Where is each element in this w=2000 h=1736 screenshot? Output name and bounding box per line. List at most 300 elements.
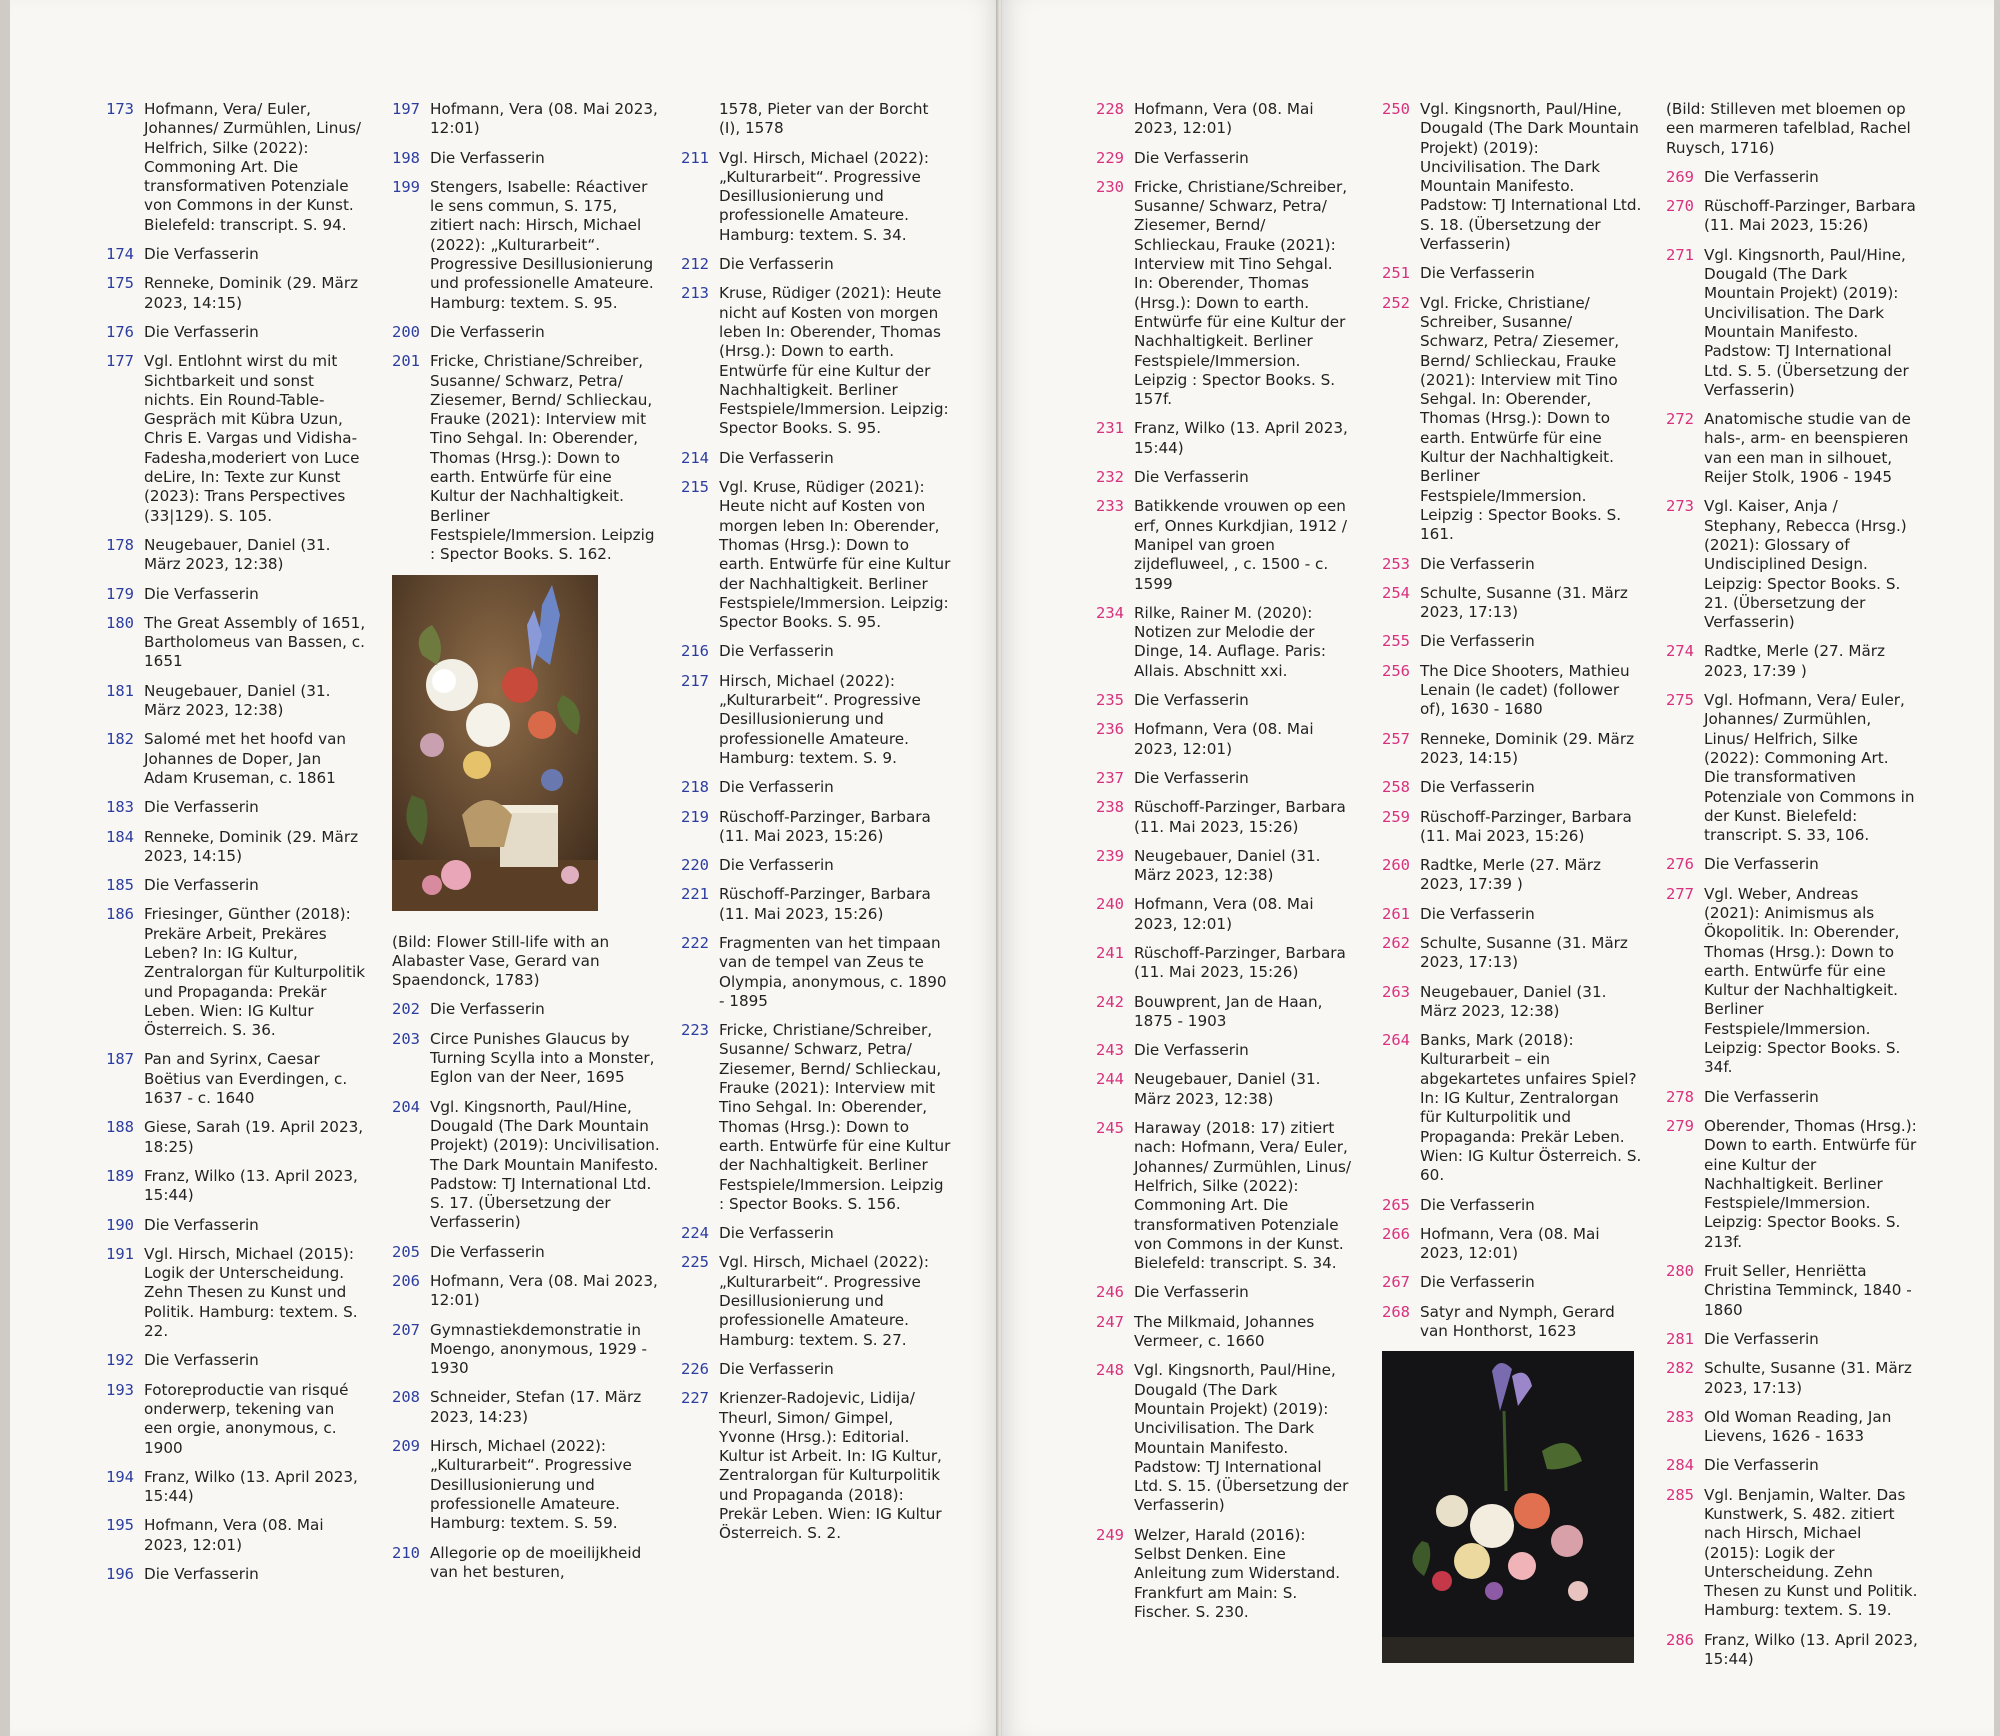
- endnote-item: [1096, 769, 1352, 788]
- endnote-text: Die Verfasserin: [144, 1215, 259, 1234]
- endnote-item: [106, 614, 366, 672]
- endnote-text: Vgl. Kruse, Rüdiger (2021): Heute nicht auf Kosten von morgen leben In: Oberender, Thomas (Hrsg.): Down to earth. Entwürfe für eine Kultur der Nachhaltigkeit. Berliner Festspiele/Immersion. Leipzig: Spector Books. S. 95.: [719, 478, 951, 632]
- endnote-number: 174: [106, 245, 134, 264]
- endnote-text: Neugebauer, Daniel (31. März 2023, 12:38): [1134, 1070, 1321, 1108]
- endnote-number: 272: [1666, 410, 1694, 429]
- endnote-number: 187: [106, 1050, 134, 1069]
- endnote-text: Die Verfasserin: [1134, 468, 1249, 487]
- endnote-text: Circe Punishes Glaucus by Turning Scylla into a Monster, Eglon van der Neer, 1695: [430, 1029, 655, 1087]
- endnote-text: Vgl. Hirsch, Michael (2022): „Kulturarbeit“. Progressive Desillusionierung und professionelle Amateure. Hamburg: textem. S. 27.: [719, 1253, 929, 1349]
- endnote-text: Rüschoff-Parzinger, Barbara (11. Mai 2023, 15:26): [1420, 807, 1632, 845]
- endnote-number: 243: [1096, 1041, 1124, 1060]
- endnote-number: 269: [1666, 167, 1694, 186]
- endnote-number: 266: [1382, 1224, 1410, 1243]
- endnote-item: [106, 1245, 366, 1341]
- endnote-item: [1666, 1117, 1918, 1252]
- endnote-number: 193: [106, 1380, 134, 1399]
- endnote-text: Die Verfasserin: [719, 1359, 834, 1378]
- endnote-text: Hirsch, Michael (2022): „Kulturarbeit“. Progressive Desillusionierung und professionelle Amateure. Hamburg: textem. S. 9.: [719, 671, 921, 767]
- endnote-text: Die Verfasserin: [144, 245, 259, 264]
- endnote-text: Die Verfasserin: [1704, 855, 1819, 874]
- endnote-text: Allegorie op de moeilijkheid van het besturen,: [430, 1543, 642, 1581]
- endnote-text: Renneke, Dominik (29. März 2023, 14:15): [1420, 729, 1635, 767]
- endnote-text: Fricke, Christiane/Schreiber, Susanne/ Schwarz, Petra/ Ziesemer, Bernd/ Schlieckau, Frauke (2021): Interview mit Tino Sehgal. In: Oberender, Thomas (Hrsg.): Down to earth. Entwürfe für eine Kultur der Nachhaltigkeit. Berliner Festspiele/Immersion. Leipzig : Spector Books. S. 157f.: [1134, 177, 1348, 409]
- endnote-number: 274: [1666, 642, 1694, 661]
- endnote-item: [1666, 1330, 1918, 1349]
- endnote-number: 265: [1382, 1195, 1410, 1214]
- endnote-number: 186: [106, 905, 134, 924]
- endnote-text: Die Verfasserin: [430, 1242, 545, 1261]
- endnote-item: [1382, 294, 1642, 545]
- endnote-number: 207: [392, 1320, 420, 1339]
- endnote-item: [392, 1388, 660, 1427]
- endnote-number: 236: [1096, 720, 1124, 739]
- endnote-item: [1382, 808, 1642, 847]
- endnote-item: [392, 1030, 660, 1088]
- endnote-number: 204: [392, 1097, 420, 1116]
- endnote-number: 198: [392, 148, 420, 167]
- endnote-item: [681, 1360, 951, 1379]
- endnote-number: 283: [1666, 1407, 1694, 1426]
- endnote-item: [681, 149, 951, 245]
- endnote-number: 230: [1096, 177, 1124, 196]
- endnote-item: [1382, 1196, 1642, 1215]
- endnote-item: [1666, 885, 1918, 1078]
- endnote-number: 182: [106, 730, 134, 749]
- endnote-number: 211: [681, 148, 709, 167]
- endnote-item: [1382, 100, 1642, 254]
- endnote-text: Die Verfasserin: [1134, 1283, 1249, 1302]
- endnote-number: 173: [106, 100, 134, 118]
- endnote-number: 271: [1666, 245, 1694, 264]
- endnote-item: [106, 352, 366, 526]
- endnote-text: Die Verfasserin: [144, 584, 259, 603]
- endnote-text: Hofmann, Vera (08. Mai 2023, 12:01): [430, 100, 658, 138]
- endnote-text: Fruit Seller, Henriëtta Christina Temminck, 1840 - 1860: [1704, 1262, 1912, 1319]
- endnote-number: 267: [1382, 1273, 1410, 1292]
- endnote-item: [392, 178, 660, 313]
- endnote-item: [681, 885, 951, 924]
- endnote-text: Hofmann, Vera (08. Mai 2023, 12:01): [430, 1271, 658, 1310]
- endnote-number: 284: [1666, 1456, 1694, 1475]
- left-page: [10, 0, 998, 1736]
- endnote-text: Die Verfasserin: [1704, 167, 1819, 186]
- endnote-number: 221: [681, 885, 709, 904]
- endnote-text: Hofmann, Vera (08. Mai 2023, 12:01): [1134, 720, 1314, 758]
- endnote-item: [392, 323, 660, 342]
- endnote-item: [1096, 100, 1352, 139]
- endnote-number: 260: [1382, 856, 1410, 875]
- endnote-text: Die Verfasserin: [144, 1565, 259, 1583]
- endnote-text: Die Verfasserin: [1134, 1041, 1249, 1060]
- endnote-text: Fricke, Christiane/Schreiber, Susanne/ Schwarz, Petra/ Ziesemer, Bernd/ Schlieckau, Frauke (2021): Interview mit Tino Sehgal. In: Oberender, Thomas (Hrsg.): Down to earth. Entwürfe für eine Kultur der Nachhaltigkeit. Berliner Festspiele/Immersion. Leipzig : Spector Books. S. 162.: [430, 352, 655, 564]
- endnote-text: Rüschoff-Parzinger, Barbara (11. Mai 2023, 15:26): [1134, 798, 1346, 836]
- endnote-item: [1382, 662, 1642, 720]
- endnote-number: 201: [392, 352, 420, 371]
- endnote-item: [1666, 168, 1918, 187]
- endnote-text: Die Verfasserin: [719, 448, 834, 467]
- endnote-number: 242: [1096, 992, 1124, 1011]
- endnote-item: [1382, 584, 1642, 623]
- endnote-number: 219: [681, 807, 709, 826]
- endnote-number: 286: [1666, 1630, 1694, 1649]
- endnote-number: 257: [1382, 729, 1410, 748]
- endnote-number: 264: [1382, 1031, 1410, 1050]
- endnote-item: [1382, 905, 1642, 924]
- endnote-text: Vgl. Hofmann, Vera/ Euler, Johannes/ Zurmühlen, Linus/ Helfrich, Silke (2022): Commoning Art. Die transformativen Potenziale von Commons in der Kunst. Bielefeld: transcript. S. 33, 106.: [1704, 691, 1915, 845]
- endnote-number: 203: [392, 1029, 420, 1048]
- flower-still-life-painting: [392, 575, 598, 911]
- endnote-number: 232: [1096, 468, 1124, 487]
- endnote-text: Die Verfasserin: [1420, 632, 1535, 651]
- endnote-text: Die Verfasserin: [1420, 1273, 1535, 1292]
- endnote-item: [1096, 993, 1352, 1032]
- endnote-item: [681, 672, 951, 768]
- endnote-text: Schulte, Susanne (31. März 2023, 17:13): [1704, 1359, 1912, 1397]
- endnote-item: [1666, 1456, 1918, 1475]
- endnote-item: [1096, 1526, 1352, 1622]
- endnote-number: 248: [1096, 1361, 1124, 1380]
- endnote-number: 228: [1096, 100, 1124, 118]
- endnote-text: Neugebauer, Daniel (31. März 2023, 12:38): [144, 681, 331, 720]
- endnote-item: [106, 1468, 366, 1507]
- endnote-text: Die Verfasserin: [1134, 148, 1249, 167]
- left-column-2: [392, 100, 660, 1592]
- endnote-item: [1382, 1303, 1642, 1342]
- endnote-text: Anatomische studie van de hals-, arm- en beenspieren van een man in silhouet, Reijer Stolk, 1906 - 1945: [1704, 410, 1911, 487]
- endnote-item: [1096, 847, 1352, 886]
- endnote-item: [106, 585, 366, 604]
- endnote-text: Die Verfasserin: [1134, 691, 1249, 710]
- endnote-number: 246: [1096, 1283, 1124, 1302]
- endnote-text: Vgl. Weber, Andreas (2021): Animismus als Ökopolitik. In: Oberender, Thomas (Hrsg.): Down to earth. Entwürfe für eine Kultur der Nachhaltigkeit. Berliner Festspiele/Immersion. Leipzig: Spector Books. S. 34f.: [1704, 884, 1901, 1077]
- endnote-number: 209: [392, 1437, 420, 1456]
- endnote-text: Hofmann, Vera (08. Mai 2023, 12:01): [1134, 100, 1314, 138]
- endnote-number: 191: [106, 1244, 134, 1263]
- endnote-text: Schneider, Stefan (17. März 2023, 14:23): [430, 1388, 642, 1426]
- endnote-text: Die Verfasserin: [144, 1351, 259, 1370]
- endnote-text: Die Verfasserin: [719, 856, 834, 875]
- endnote-number: 278: [1666, 1087, 1694, 1106]
- endnote-text: Bouwprent, Jan de Haan, 1875 - 1903: [1134, 992, 1323, 1030]
- endnote-text: Salomé met het hoofd van Johannes de Doper, Jan Adam Kruseman, c. 1861: [144, 730, 347, 787]
- endnote-item: [681, 808, 951, 847]
- endnote-text: Die Verfasserin: [1704, 1087, 1819, 1106]
- left-column-3: [681, 100, 951, 1554]
- endnote-item: [681, 934, 951, 1011]
- endnote-number: 205: [392, 1242, 420, 1261]
- endnote-text: Die Verfasserin: [144, 322, 259, 341]
- endnote-text: Giese, Sarah (19. April 2023, 18:25): [144, 1118, 364, 1156]
- endnote-text: Krienzer-Radojevic, Lidija/ Theurl, Simon/ Gimpel, Yvonne (Hrsg.): Editorial. Kultur ist Arbeit. In: IG Kultur, Zentralorgan für Kulturpolitik und Propaganda (2018): Prekär Leben. Wien: IG Kultur Österreich. S. 2.: [719, 1389, 942, 1543]
- endnote-number: 199: [392, 177, 420, 196]
- endnote-number: 229: [1096, 148, 1124, 167]
- endnote-item: [1096, 1361, 1352, 1515]
- endnote-item: [1666, 855, 1918, 874]
- endnote-text: Old Woman Reading, Jan Lievens, 1626 - 1633: [1704, 1407, 1892, 1446]
- endnote-item: [106, 1050, 366, 1108]
- endnote-text: Rüschoff-Parzinger, Barbara (11. Mai 2023, 15:26): [719, 807, 931, 845]
- endnote-item: [681, 856, 951, 875]
- endnote-item: [1096, 178, 1352, 410]
- endnote-item: [106, 682, 366, 721]
- endnote-item: [681, 255, 951, 274]
- endnote-item: [392, 149, 660, 168]
- endnote-item: [1666, 1486, 1918, 1621]
- endnote-item: [106, 536, 366, 575]
- endnote-number: 208: [392, 1388, 420, 1407]
- endnote-text: Vgl. Entlohnt wirst du mit Sichtbarkeit und sonst nichts. Ein Round-Table-Gespräch mit Kübra Uzun, Chris E. Vargas und Vidisha-Fadesha,moderiert von Luce deLire, In: Texte zur Kunst (2023): Trans Perspectives (33|129). S. 105.: [144, 352, 360, 525]
- endnote-text: The Dice Shooters, Mathieu Lenain (le cadet) (follower of), 1630 - 1680: [1420, 661, 1630, 719]
- endnote-item: [106, 100, 366, 235]
- endnote-item: [1666, 1262, 1918, 1320]
- flower-still-life-painting-dark: [1382, 1351, 1634, 1663]
- endnote-number: 247: [1096, 1312, 1124, 1331]
- endnote-number: 249: [1096, 1525, 1124, 1544]
- endnote-number: 235: [1096, 691, 1124, 710]
- endnote-item: [681, 100, 951, 139]
- endnote-item: [106, 1565, 366, 1584]
- endnote-text: Die Verfasserin: [1134, 768, 1249, 787]
- endnote-text: Pan and Syrinx, Caesar Boëtius van Everdingen, c. 1637 - c. 1640: [144, 1050, 348, 1108]
- endnote-text: Franz, Wilko (13. April 2023, 15:44): [144, 1166, 358, 1205]
- endnote-item: [681, 284, 951, 438]
- endnote-text: Stengers, Isabelle: Réactiver le sens commun, S. 175, zitiert nach: Hirsch, Michael (2022): „Kulturarbeit“. Progressive Desillusionierung und professionelle Amateure. Hamburg: textem. S. 95.: [430, 177, 654, 312]
- left-column-1: [106, 100, 366, 1594]
- endnote-number: 277: [1666, 884, 1694, 903]
- endnote-text: Vgl. Fricke, Christiane/ Schreiber, Susanne/ Schwarz, Petra/ Ziesemer, Bernd/ Schlieckau, Frauke (2021): Interview mit Tino Sehgal. In: Oberender, Thomas (Hrsg.): Down to earth. Entwürfe für eine Kultur der Nachhaltigkeit. Berliner Festspiele/Immersion. Leipzig : Spector Books. S. 161.: [1420, 293, 1622, 544]
- endnote-item: [1382, 1273, 1642, 1292]
- endnote-number: 281: [1666, 1329, 1694, 1348]
- endnote-item: [106, 730, 366, 788]
- endnote-text: Gymnastiekdemonstratie in Moengo, anonymous, 1929 - 1930: [430, 1320, 648, 1378]
- endnote-item: [106, 1516, 366, 1555]
- endnote-number: 261: [1382, 904, 1410, 923]
- endnote-text: Neugebauer, Daniel (31. März 2023, 12:38): [144, 535, 331, 574]
- endnote-number: 238: [1096, 798, 1124, 817]
- endnote-number: 263: [1382, 982, 1410, 1001]
- endnote-number: 279: [1666, 1116, 1694, 1135]
- endnote-text: The Milkmaid, Johannes Vermeer, c. 1660: [1134, 1312, 1315, 1351]
- endnote-item: [106, 1167, 366, 1206]
- endnote-text: Die Verfasserin: [719, 1224, 834, 1243]
- endnote-item: [1666, 497, 1918, 632]
- right-column-2: [1382, 100, 1642, 1685]
- endnote-number: 183: [106, 798, 134, 817]
- endnote-number: 210: [392, 1543, 420, 1562]
- endnote-item: [1096, 1313, 1352, 1352]
- endnote-text: Die Verfasserin: [1420, 554, 1535, 573]
- endnote-item: [1096, 497, 1352, 593]
- endnote-number: 222: [681, 933, 709, 952]
- endnote-text: 1578, Pieter van der Borcht (I), 1578: [719, 100, 929, 138]
- endnote-item: [1096, 1119, 1352, 1273]
- endnote-text: Friesinger, Günther (2018): Prekäre Arbeit, Prekäres Leben? In: IG Kultur, Zentralorgan für Kulturpolitik und Propaganda: Prekär Leben. Wien: IG Kultur Österreich. S. 36.: [144, 905, 366, 1040]
- endnote-text: Die Verfasserin: [430, 148, 545, 167]
- endnote-item: [392, 100, 660, 139]
- endnote-number: 176: [106, 322, 134, 341]
- endnote-item: [1382, 264, 1642, 283]
- endnote-number: 240: [1096, 895, 1124, 914]
- endnote-number: 226: [681, 1359, 709, 1378]
- endnote-number: [681, 100, 719, 139]
- endnote-number: 202: [392, 1000, 420, 1019]
- endnote-item: [681, 1224, 951, 1243]
- endnote-number: 181: [106, 681, 134, 700]
- endnote-number: 206: [392, 1271, 420, 1290]
- endnote-item: [681, 478, 951, 632]
- endnote-item: [681, 1253, 951, 1349]
- endnote-number: 234: [1096, 603, 1124, 622]
- endnote-item: [106, 274, 366, 313]
- endnote-number: 215: [681, 478, 709, 497]
- endnote-item: [1666, 642, 1918, 681]
- endnote-item: [1096, 468, 1352, 487]
- endnote-number: 188: [106, 1118, 134, 1137]
- endnote-text: Die Verfasserin: [719, 255, 834, 274]
- endnote-number: 231: [1096, 419, 1124, 438]
- endnote-text: Radtke, Merle (27. März 2023, 17:39 ): [1704, 642, 1885, 680]
- endnote-item: [392, 1272, 660, 1311]
- endnote-item: [106, 876, 366, 895]
- endnote-item: [1382, 934, 1642, 973]
- endnote-text: Schulte, Susanne (31. März 2023, 17:13): [1420, 933, 1628, 972]
- endnote-number: 285: [1666, 1485, 1694, 1504]
- endnote-text: Renneke, Dominik (29. März 2023, 14:15): [144, 827, 359, 865]
- endnote-text: Welzer, Harald (2016): Selbst Denken. Eine Anleitung zum Widerstand. Frankfurt am Main: S. Fischer. S. 230.: [1134, 1525, 1341, 1621]
- painting-caption-right: (Bild: Stilleven met bloemen op een marmeren tafelblad, Rachel Ruysch, 1716): [1666, 100, 1911, 157]
- endnote-number: 275: [1666, 691, 1694, 710]
- endnote-item: [1382, 983, 1642, 1022]
- endnote-item: [1382, 730, 1642, 769]
- endnote-number: 179: [106, 584, 134, 603]
- endnote-text: Renneke, Dominik (29. März 2023, 14:15): [144, 274, 359, 312]
- endnote-text: Franz, Wilko (13. April 2023, 15:44): [144, 1467, 358, 1506]
- endnote-item: [1096, 149, 1352, 168]
- endnote-text: Vgl. Hirsch, Michael (2022): „Kulturarbeit“. Progressive Desillusionierung und professionelle Amateure. Hamburg: textem. S. 34.: [719, 148, 929, 244]
- endnote-item: [1382, 632, 1642, 651]
- endnote-item: [392, 1437, 660, 1533]
- endnote-number: 178: [106, 535, 134, 554]
- endnote-item: [392, 1544, 660, 1583]
- endnote-text: Franz, Wilko (13. April 2023, 15:44): [1704, 1630, 1918, 1669]
- endnote-item: [106, 245, 366, 264]
- endnote-item: [392, 1098, 660, 1233]
- endnote-text: Die Verfasserin: [1420, 1195, 1535, 1214]
- endnote-number: 212: [681, 255, 709, 274]
- endnote-number: 224: [681, 1224, 709, 1243]
- endnote-item: [392, 1321, 660, 1379]
- endnote-text: Kruse, Rüdiger (2021): Heute nicht auf Kosten von morgen leben In: Oberender, Thomas (Hrsg.): Down to earth. Entwürfe für eine Kultur der Nachhaltigkeit. Berliner Festspiele/Immersion. Leipzig: Spector Books. S. 95.: [719, 284, 949, 438]
- endnote-number: 276: [1666, 855, 1694, 874]
- endnote-number: 258: [1382, 778, 1410, 797]
- endnote-number: 282: [1666, 1359, 1694, 1378]
- endnote-number: 213: [681, 284, 709, 303]
- endnote-text: Fragmenten van het timpaan van de tempel van Zeus te Olympia, anonymous, c. 1890 - 1895: [719, 933, 947, 1010]
- endnote-text: Satyr and Nymph, Gerard van Honthorst, 1623: [1420, 1302, 1615, 1341]
- endnote-number: 216: [681, 642, 709, 661]
- endnote-item: [1096, 1041, 1352, 1060]
- endnote-number: 273: [1666, 497, 1694, 516]
- endnote-number: 268: [1382, 1302, 1410, 1321]
- endnote-item: [106, 828, 366, 867]
- endnote-item: [392, 1243, 660, 1262]
- endnote-text: Hirsch, Michael (2022): „Kulturarbeit“. Progressive Desillusionierung und professionelle Amateure. Hamburg: textem. S. 59.: [430, 1437, 632, 1533]
- endnote-item: [1096, 895, 1352, 934]
- endnote-number: 253: [1382, 554, 1410, 573]
- endnote-item: [392, 1000, 660, 1019]
- endnote-item: [106, 1351, 366, 1370]
- endnote-text: Rilke, Rainer M. (2020): Notizen zur Melodie der Dinge, 14. Auflage. Paris: Allais. Abschnitt xxi.: [1134, 603, 1326, 680]
- endnote-item: [1096, 1070, 1352, 1109]
- endnote-item: [1382, 1031, 1642, 1185]
- endnote-item: [392, 352, 660, 564]
- endnote-item: [681, 1021, 951, 1214]
- endnote-item: [106, 1118, 366, 1157]
- endnote-item: [1666, 1408, 1918, 1447]
- endnote-number: 192: [106, 1351, 134, 1370]
- endnote-text: Vgl. Benjamin, Walter. Das Kunstwerk, S. 482. zitiert nach Hirsch, Michael (2015): Logik der Unterscheidung. Zehn Thesen zu Kunst und Politik. Hamburg: textem. S. 19.: [1704, 1485, 1918, 1620]
- endnote-number: 237: [1096, 768, 1124, 787]
- endnote-item: [106, 1381, 366, 1458]
- endnote-text: Vgl. Kingsnorth, Paul/Hine, Dougald (The Dark Mountain Projekt) (2019): Uncivilisation. The Dark Mountain Manifesto. Padstow: TJ International Ltd. S. 18. (Übersetzung der Verfasserin): [1420, 100, 1642, 254]
- endnote-text: Vgl. Kingsnorth, Paul/Hine, Dougald (The Dark Mountain Projekt) (2019): Uncivilisation. The Dark Mountain Manifesto. Padstow: TJ International Ltd. S. 5. (Übersetzung der Verfasserin): [1704, 245, 1909, 399]
- endnote-text: Schulte, Susanne (31. März 2023, 17:13): [1420, 583, 1628, 622]
- endnote-number: 270: [1666, 197, 1694, 216]
- endnote-number: 217: [681, 671, 709, 690]
- endnote-item: [1666, 410, 1918, 487]
- endnote-item: [106, 1216, 366, 1235]
- endnote-number: 239: [1096, 846, 1124, 865]
- endnote-number: 185: [106, 876, 134, 895]
- endnote-item: [1096, 720, 1352, 759]
- endnote-item: [1666, 246, 1918, 400]
- endnote-text: Hofmann, Vera (08. Mai 2023, 12:01): [1134, 895, 1314, 933]
- endnote-text: The Great Assembly of 1651, Bartholomeus van Bassen, c. 1651: [144, 613, 366, 671]
- endnote-number: 194: [106, 1467, 134, 1486]
- right-column-1: [1096, 100, 1352, 1632]
- endnote-text: Die Verfasserin: [1704, 1329, 1819, 1348]
- endnote-item: [681, 642, 951, 661]
- endnote-text: Die Verfasserin: [1420, 264, 1535, 283]
- endnote-item: [1382, 555, 1642, 574]
- endnote-text: Vgl. Kaiser, Anja / Stephany, Rebecca (Hrsg.) (2021): Glossary of Undisciplined Design. Leipzig: Spector Books. S. 21. (Übersetzung der Verfasserin): [1704, 497, 1907, 632]
- endnote-text: Die Verfasserin: [144, 798, 259, 817]
- endnote-text: Neugebauer, Daniel (31. März 2023, 12:38): [1420, 982, 1607, 1020]
- endnote-number: 252: [1382, 293, 1410, 312]
- endnote-text: Batikkende vrouwen op een erf, Onnes Kurkdjian, 1912 / Manipel van groen zijdefluweel, , c. 1500 - c. 1599: [1134, 497, 1348, 593]
- endnote-text: Die Verfasserin: [144, 876, 259, 895]
- endnote-number: 250: [1382, 100, 1410, 118]
- endnote-item: [1666, 1631, 1918, 1670]
- endnote-number: 196: [106, 1565, 134, 1583]
- endnote-item: [1666, 1359, 1918, 1398]
- endnote-item: [1382, 778, 1642, 797]
- painting-caption: (Bild: Flower Still-life with an Alabaster Vase, Gerard van Spaendonck, 1783): [392, 932, 610, 990]
- endnote-text: Fricke, Christiane/Schreiber, Susanne/ Schwarz, Petra/ Ziesemer, Bernd/ Schlieckau, Frauke (2021): Interview mit Tino Sehgal. In: Oberender, Thomas (Hrsg.): Down to earth. Entwürfe für eine Kultur der Nachhaltigkeit. Berliner Festspiele/Immersion. Leipzig : Spector Books. S. 156.: [719, 1021, 951, 1213]
- endnote-item: [1096, 604, 1352, 681]
- endnote-number: 280: [1666, 1262, 1694, 1281]
- endnote-number: 244: [1096, 1070, 1124, 1089]
- endnote-item: [681, 449, 951, 468]
- endnote-text: Rüschoff-Parzinger, Barbara (11. Mai 2023, 15:26): [719, 885, 931, 923]
- endnote-text: Fotoreproductie van risqué onderwerp, tekening van een orgie, anonymous, c. 1900: [144, 1380, 349, 1457]
- endnote-text: Vgl. Kingsnorth, Paul/Hine, Dougald (The Dark Mountain Projekt) (2019): Uncivilisation. The Dark Mountain Manifesto. Padstow: TJ International Ltd. S. 17. (Übersetzung der Verfasserin): [430, 1097, 660, 1232]
- endnote-item: [1096, 944, 1352, 983]
- endnote-number: 241: [1096, 943, 1124, 962]
- endnote-number: 223: [681, 1021, 709, 1040]
- endnote-number: 254: [1382, 583, 1410, 602]
